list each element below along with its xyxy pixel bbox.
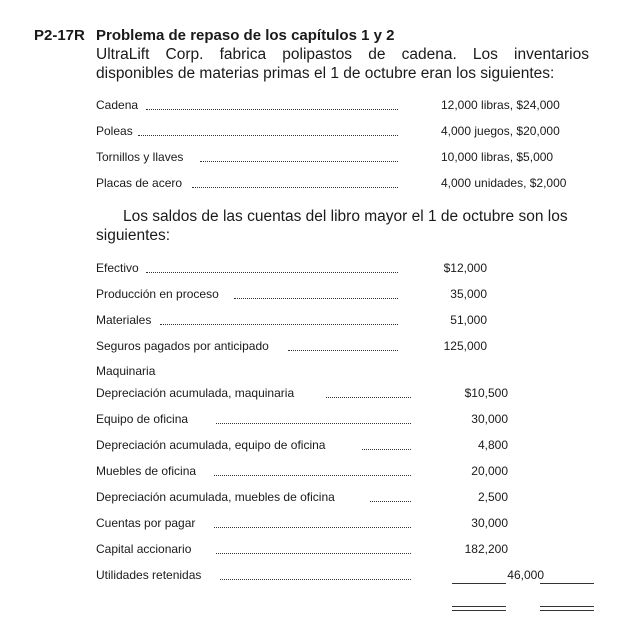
ledger-intro-line-2: siguientes: bbox=[96, 227, 171, 244]
ledger-intro bbox=[96, 207, 589, 245]
intro-line-1: UltraLift Corp. fabrica polipastos de cadena. Los inventarios bbox=[96, 46, 589, 63]
leader-dots bbox=[192, 187, 398, 188]
total-rule-left bbox=[452, 583, 506, 584]
ledger-label-dep-maquinaria: Depreciación acumulada, maquinaria bbox=[96, 386, 295, 400]
ledger-label-seguros: Seguros pagados por anticipado bbox=[96, 339, 269, 353]
problem-code: P2-17R bbox=[34, 27, 85, 44]
double-rule-left-top bbox=[452, 606, 506, 607]
ledger-label-utilidades: Utilidades retenidas bbox=[96, 568, 202, 582]
inventory-label-placas: Placas de acero bbox=[96, 176, 183, 190]
inventory-value-cadena: 12,000 libras, $24,000 bbox=[441, 98, 560, 112]
leader-dots bbox=[220, 579, 411, 580]
ledger-label-maquinaria: Maquinaria bbox=[96, 364, 156, 378]
leader-dots bbox=[160, 324, 398, 325]
ledger-value-muebles: 20,000 bbox=[471, 464, 508, 478]
ledger-label-dep-muebles: Depreciación acumulada, muebles de oficina bbox=[96, 490, 335, 504]
leader-dots bbox=[288, 350, 398, 351]
ledger-value-utilidades: 46,000 bbox=[507, 568, 544, 582]
leader-dots bbox=[200, 161, 398, 162]
double-rule-right-top bbox=[540, 606, 594, 607]
leader-dots bbox=[370, 501, 411, 502]
inventory-label-tornillos: Tornillos y llaves bbox=[96, 150, 184, 164]
inventory-value-placas: 4,000 unidades, $2,000 bbox=[441, 176, 567, 190]
ledger-value-dep-equipo: 4,800 bbox=[477, 438, 508, 452]
inventory-value-tornillos: 10,000 libras, $5,000 bbox=[441, 150, 554, 164]
inventory-value-poleas: 4,000 juegos, $20,000 bbox=[441, 124, 560, 138]
inventory-label-poleas: Poleas bbox=[96, 124, 133, 138]
ledger-value-equipo: 30,000 bbox=[471, 412, 508, 426]
ledger-value-capital: 182,200 bbox=[464, 542, 508, 556]
leader-dots bbox=[146, 272, 398, 273]
ledger-label-cuentas: Cuentas por pagar bbox=[96, 516, 196, 530]
ledger-label-efectivo: Efectivo bbox=[96, 261, 139, 275]
ledger-label-materiales: Materiales bbox=[96, 313, 152, 327]
total-rule-right bbox=[540, 583, 594, 584]
ledger-label-equipo: Equipo de oficina bbox=[96, 412, 189, 426]
leader-dots bbox=[234, 298, 398, 299]
intro-line-2: disponibles de materias primas el 1 de octubre eran los siguientes: bbox=[96, 65, 555, 82]
ledger-label-dep-equipo: Depreciación acumulada, equipo de oficina bbox=[96, 438, 326, 452]
ledger-intro-line-1: Los saldos de las cuentas del libro mayor el 1 de octubre son los bbox=[123, 208, 568, 225]
ledger-value-efectivo: $12,000 bbox=[443, 261, 487, 275]
leader-dots bbox=[216, 553, 411, 554]
ledger-value-cuentas: 30,000 bbox=[471, 516, 508, 530]
ledger-value-dep-muebles: 2,500 bbox=[477, 490, 508, 504]
ledger-label-muebles: Muebles de oficina bbox=[96, 464, 197, 478]
inventory-label-cadena: Cadena bbox=[96, 98, 139, 112]
leader-dots bbox=[326, 397, 411, 398]
leader-dots bbox=[146, 109, 398, 110]
ledger-value-produccion: 35,000 bbox=[450, 287, 487, 301]
leader-dots bbox=[214, 475, 411, 476]
ledger-value-materiales: 51,000 bbox=[450, 313, 487, 327]
ledger-value-dep-maquinaria: $10,500 bbox=[464, 386, 508, 400]
ledger-label-capital: Capital accionario bbox=[96, 542, 192, 556]
double-rule-right-bottom bbox=[540, 610, 594, 611]
ledger-label-produccion: Producción en proceso bbox=[96, 287, 219, 301]
ledger-value-seguros: 125,000 bbox=[443, 339, 487, 353]
problem-intro bbox=[96, 45, 589, 83]
double-rule-left-bottom bbox=[452, 610, 506, 611]
leader-dots bbox=[216, 423, 411, 424]
leader-dots bbox=[214, 527, 411, 528]
leader-dots bbox=[362, 449, 411, 450]
problem-title: Problema de repaso de los capítulos 1 y 2 bbox=[96, 27, 395, 44]
leader-dots bbox=[138, 135, 398, 136]
